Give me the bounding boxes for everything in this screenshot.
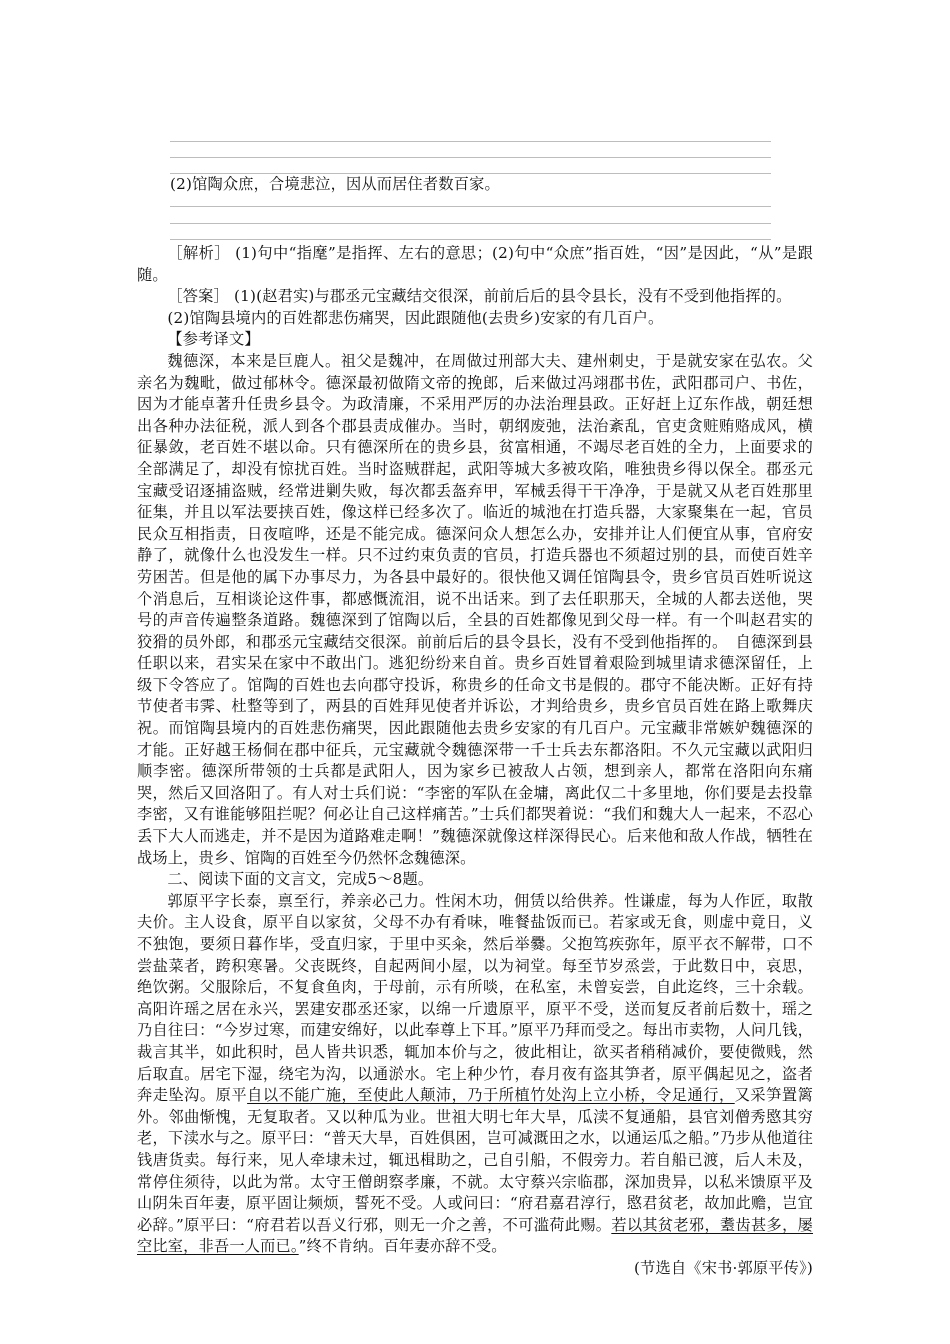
- section-2-intro: 二、阅读下面的文言文，完成5～8题。: [167, 870, 434, 889]
- main-text: [137, 243, 813, 1280]
- answer-line: [170, 239, 771, 240]
- underlined-sentence-1: 自以不能广施，至使此人颠沛，乃于所植竹处沟上立小桥，令足通行，: [247, 1086, 735, 1105]
- underlined-sentence-2: 若以其贫老邪，耋齿甚多，屡空比室，非吾一人而已。: [137, 1215, 813, 1256]
- question-2-sentence: (2)馆陶众庶，合境悲泣，因从而居住者数百家。: [170, 175, 500, 193]
- translation-paragraph: 魏德深，本来是巨鹿人。祖父是魏冲，在周做过刑部大夫、建州刺史，于是就安家在弘农。父亲名为魏毗，做过郁林令。德深最初做隋文帝的挽郎，后来做过冯翊郡书佐，武阳郡司户、书佐，因为才能卓著升任贵乡县令。为政清廉，不采用严厉的办法治理县政。正好赶上辽东作战，朝廷想出各种办法征税，派人到各个郡县责成催办。当时，朝纲废弛，法治紊乱，官吏贪赃贿赂成风，横征暴敛，老百姓不堪以命。只有德深所在的贵乡县，贫富相通，不竭尽老百姓的全力，上面要求的全部满足了，却没有惊扰百姓。当时盗贼群起，武阳等城大多被攻陷，唯独贵乡得以保全。郡丞元宝藏受诏逐捕盗贼，经常进剿失败，每次都丢盔弃甲，军械丢得干干净净，于是就又从老百姓那里征集，并且以军法要挟百姓，像这样已经多次了。临近的城池在打造兵器，大家聚集在一起，官员民众互相指责，日夜喧哗，还是不能完成。德深问众人想怎么办，安排并让人们便宜从事，官府安静了，就像什么也没发生一样。只不过约束负责的官员，打造兵器也不须超过别的县，而使百姓辛劳困苦。但是他的属下办事尽力，为各县中最好的。很快他又调任馆陶县令，贵乡官员百姓听说这个消息后，互相谈论这件事，都感慨流泪，说不出话来。到了去任职那天，全城的人都去送他，哭号的声音传遍整条道路。魏德深到了馆陶以后，全县的百姓都像见到父母一样。有一个叫赵君实的狡猾的员外郎，和郡丞元宝藏结交很深。前前后后的县令县长，没有不受到他指挥的。 自德深到县任职以来，君实呆在家中不敢出门。逃犯纷纷来自首。贵乡百姓冒着艰险到城里请求德深留任，上级下令答应了。馆陶的百姓也去向郡守投诉，称贵乡的任命文书是假的。郡守不能决断。正好有持节使者韦霁、杜整等到了，两县的百姓拜见使者并诉讼，才判给贵乡，贵乡官员百姓在路上歌舞庆祝。而馆陶县境内的百姓悲伤痛哭，因此跟随他去贵乡安家的有几百户。元宝藏非常嫉妒魏德深的才能。正好越王杨侗在郡中征兵，元宝藏就令魏德深带一千士兵去东都洛阳。不久元宝藏以武阳归顺李密。德深所带领的士兵都是武阳人，因为家乡已被敌人占领，想到亲人，都常在洛阳向东痛哭，然后又回洛阳了。有人对士兵们说：“李密的军队在金墉，离此仅二十多里地，你们要是去投靠李密，又有谁能够阻拦呢？何必让自己这样痛苦。”士兵们都哭着说：“我们和魏大人一起来，不忍心丢下大人而逃走，并不是因为道路难走啊！”魏德深就像这样深得民心。后来他和敌人作战，牺牲在战场上，贵乡、馆陶的百姓至今仍然怀念魏德深。: [137, 351, 813, 867]
- passage-text: 又采笋置篱外。邻曲惭愧，无复取者。又以种瓜为业。世祖大明七年大旱，瓜渎不复通船，县官刘僧秀愍其穷老，下渎水与之。原平曰：“普天大旱，百姓俱困，岂可减溉田之水，以通运瓜之船。”乃步从他道往钱唐货卖。每行来，见人牵埭未过，辄迅楫助之，己自引船，不假旁力。若自船已渡，后人未及，常停住须待，以此为常。太守王僧朗察孝廉，不就。太守蔡兴宗临郡，深加贵异，以私米馈原平及山阴朱百年妻，原平固让频烦，誓死不受。人或问曰：“府君嘉君淳行，愍君贫老，故加此赡，岂宜必辞。”原平曰：“府君若以吾义行邪，则无一介之善，不可滥荷此赐。: [137, 1086, 814, 1234]
- analysis-paragraph: ［解析］ (1)句中“指麾”是指挥、左右的意思；(2)句中“众庶”指百姓，“因”是因此，“从”是跟随。: [137, 244, 813, 284]
- passage-text: ”终不肯纳。百年妻亦辞不受。: [298, 1237, 507, 1256]
- answer-paragraph-2: (2)馆陶县境内的百姓都悲伤痛哭，因此跟随他(去贵乡)安家的有几百户。: [167, 308, 664, 327]
- passage-text: 郭原平字长泰，禀至行，养亲必己力。性闲木功，佣赁以给供养。性谦虚，每为人作匠，取散夫价。主人设食，原平自以家贫，父母不办有肴味，唯餐盐饭而已。若家或无食，则虚中竟日，义不独饱，要须日暮作毕，受直归家，于里中买籴，然后举爨。父抱笃疾弥年，原平衣不解带，口不尝盐菜者，跨积寒暑。父丧既终，自起两间小屋，以为祠堂。每至节岁烝尝，于此数日中，哀思，绝饮粥。父服除后，不复食鱼肉，于母前，示有所啖，在私室，未曾妄尝，自此迄终，三十余载。高阳许瑶之居在永兴，罢建安郡丞还家，以绵一斤遗原平，原平不受，送而复反者前后数十，瑶之乃自往曰：“今岁过寒，而建安绵好，以此奉尊上下耳。”原平乃拜而受之。每出市卖物，人问几钱，裁言其半，如此积时，邑人皆共识悉，辄加本价与之，彼此相让，欲买者稍稍减价，要使微贱，然后取直。居宅下湿，绕宅为沟，以通淤水。宅上种少竹，春月夜有盗其笋者，原平偶起见之，盗者奔走坠沟。原平: [137, 891, 813, 1105]
- source-citation: (节选自《宋书·郭原平传》): [634, 1258, 813, 1277]
- answer-line: [170, 206, 771, 207]
- answer-line: [170, 141, 771, 142]
- answer-line: [170, 157, 771, 158]
- answer-line: [170, 223, 771, 224]
- translation-heading: 【参考译文】: [167, 330, 260, 349]
- answer-paragraph-1: ［答案］ (1)(赵君实)与郡丞元宝藏结交很深，前前后后的县令县长，没有不受到他指挥的。: [167, 287, 792, 306]
- classical-passage: [137, 891, 813, 1258]
